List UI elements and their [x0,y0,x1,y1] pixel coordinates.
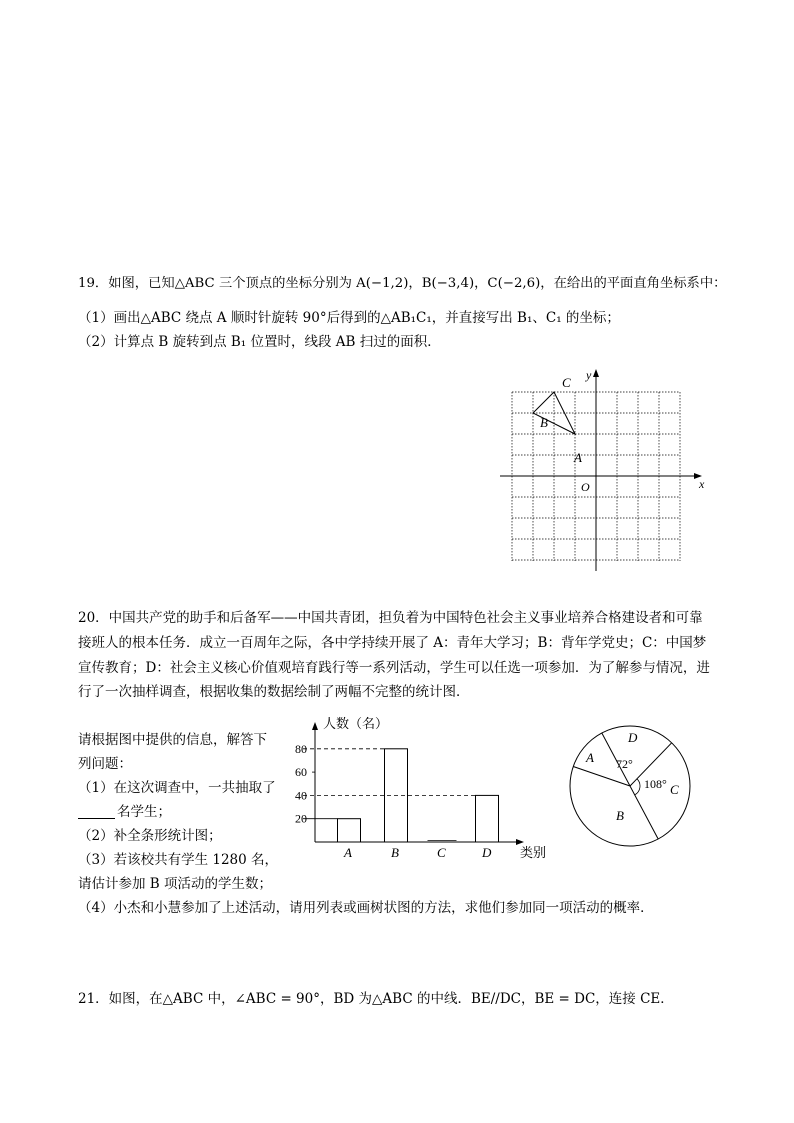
x-tick-label: C [437,845,446,860]
q20-sub2: （2）补全条形统计图； [78,828,222,844]
angle-label: 72° [616,757,633,771]
axes [500,371,700,571]
slice-label-D: D [628,730,638,745]
q20-intro-line4: 行了一次抽样调查，根据收集的数据绘制了两幅不完整的统计图． [78,684,470,700]
y-axis-title: 人数（名） [323,716,389,731]
slice-label-C: C [670,782,679,797]
label-y: y [586,368,592,382]
y-tick-label: 20 [295,811,307,826]
bar-chart [290,712,560,867]
q20-sub3b: 请估计参加 B 项活动的学生数； [78,876,273,892]
q20-prompt-line1: 请根据图中提供的信息，解答下 [78,732,267,748]
y-axis-arrow-icon [593,369,599,377]
q19-part2: （2）计算点 B 旋转到点 B₁ 位置时，线段 AB 扫过的面积． [78,334,441,350]
bar-D [476,795,499,842]
q21-statement: 21．如图，在△ABC 中，∠ABC = 90°，BD 为△ABC 的中线．BE//DC，BE = DC，连接 CE． [78,991,674,1007]
q20-sub1a: （1）在这次调查中，一共抽取了 [78,780,276,796]
angle-label: 108° [644,777,667,791]
slice-label-B: B [616,808,624,823]
q20-intro-line2: 接班人的根本任务．成立一百周年之际，各中学持续开展了 A：青年大学习；B：背年学党史；C：中国梦 [78,635,707,651]
slice-label-A: A [586,750,594,765]
q20-intro-line3: 宣传教育；D：社会主义核心价值观培育践行等一系列活动，学生可以任选一项参加．为了解参与情况，进 [78,660,710,676]
q20-sub4: （4）小杰和小慧参加了上述活动，请用列表或画树状图的方法，求他们参加同一项活动的概率． [78,900,654,916]
label-o: O [581,480,590,494]
q19-statement: 19．如图，已知△ABC 三个顶点的坐标分别为 A(−1,2)，B(−3,4)，C(−2,6)，在给出的平面直角坐标系中： [78,276,727,291]
label-c: C [562,375,571,390]
bar-A [338,819,361,842]
y-axis-arrow-icon [312,722,318,730]
pie-chart [560,710,720,870]
x-tick-label: B [391,845,399,860]
x-axis-title: 类别 [520,845,547,860]
q20-prompt-line2: 列问题： [78,756,132,772]
y-tick-label: 60 [295,765,307,780]
label-b: B [540,415,548,430]
answer-blank[interactable] [78,818,115,819]
q20-intro-line1: 20．中国共产党的助手和后备军——中国共青团，担负着为中国特色社会主义事业培养合格建设者和可靠 [78,610,703,626]
x-tick-label: A [344,845,352,860]
q19-part1: （1）画出△ABC 绕点 A 顺时针旋转 90°后得到的△AB₁C₁，并直接写出 B₁、C₁ 的坐标； [78,310,620,326]
label-a: A [574,450,582,465]
label-x: x [699,477,705,491]
x-tick-label: D [482,845,492,860]
q20-sub3a: （3）若该校共有学生 1280 名， [78,852,279,868]
y-tick-label: 40 [295,788,307,803]
q20-sub1b: 名学生； [117,804,171,820]
coordinate-grid-figure [496,365,711,575]
y-tick-label: 80 [295,741,307,756]
